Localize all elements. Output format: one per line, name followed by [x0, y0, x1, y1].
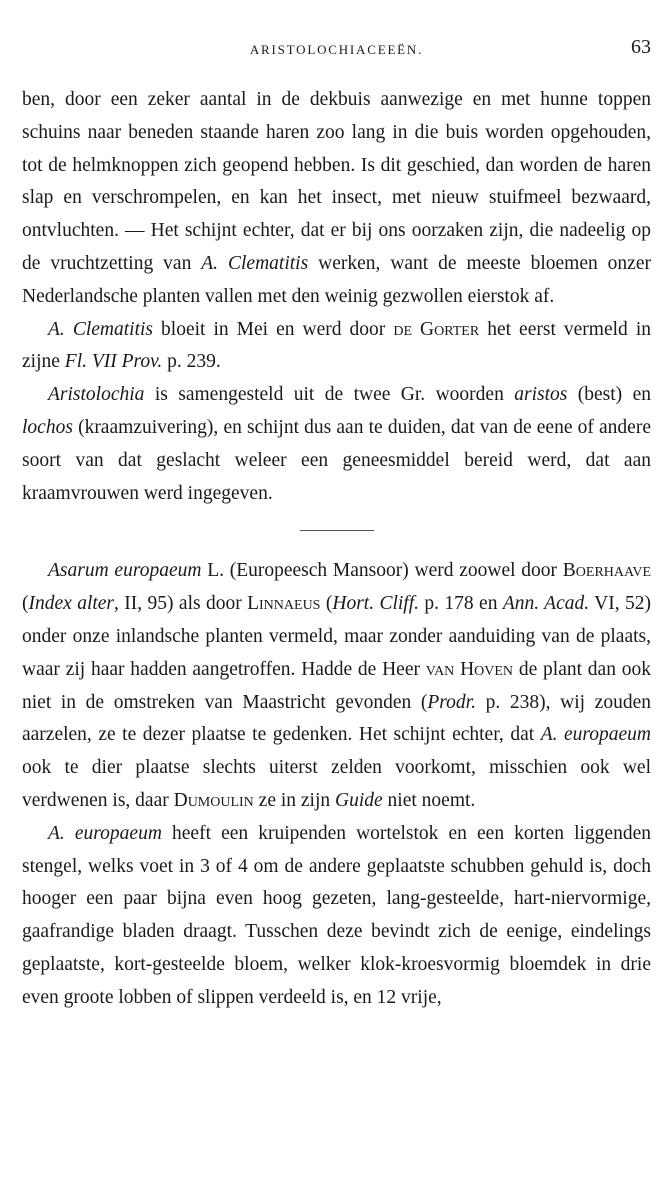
text-run: p. 239.	[162, 351, 221, 373]
text-run: p. 178 en	[419, 593, 503, 615]
paragraph-asarum-description	[22, 818, 651, 1015]
text-run: (	[320, 593, 333, 615]
page-header	[22, 36, 651, 62]
author-name: de Gorter	[393, 318, 480, 340]
text-run: heeft een kruipenden wortelstok en een korten liggenden stengel, welks voet in 3 of 4 om de andere geplaatste schubben gehuld is, doch hooger een paar bijna even hoog gezeten, lang-gesteelde, hart-niervormige, gaafrandige bladen draagt. Tusschen deze bevindt zich de eenige, eindelings geplaatste, kort-gesteelde bloem, welker klok-kroesvormig bloemdek in drie even groote lobben of slippen verdeeld is, en 12 vrije,	[22, 822, 651, 1008]
text-run: p. 238), wij zouden aarzelen, ze te dezer plaatse te gedenken. Het schijnt echter, dat	[22, 691, 651, 746]
text-run: werken, want de meeste bloemen onzer Nederlandsche planten vallen met den weinig gezwollen eierstok af.	[22, 252, 651, 307]
species-name: A. Clematitis	[201, 252, 309, 274]
citation-title: Hort. Cliff.	[332, 593, 420, 615]
paragraph-asarum-history	[22, 555, 651, 817]
text-run: ook te dier plaatse slechts uiterst zelden voorkomt, misschien ook wel verdwenen is, daar	[22, 757, 651, 811]
citation-title: Prodr.	[427, 691, 476, 713]
species-name: Asarum europaeum	[48, 560, 202, 582]
text-run: ben, door een zeker aantal in de dekbuis aanwezige en met hunne toppen schuins naar beneden staande haren zoo lang in die buis worden opgehouden, tot de helmknoppen zich geopend hebben. Is dit geschied, dan worden de haren slap en verschrompelen, en kan het insect, met nieuw stuifmeel bezwaard, ontvluchten. — Het schijnt echter, dat er bij ons oorzaken zijn, die nadeelig op de vruchtzetting van	[22, 89, 651, 274]
genus-name: Aristolochia	[48, 384, 145, 406]
text-run: het eerst vermeld in zijne	[22, 318, 651, 373]
paragraph-pollination	[22, 84, 651, 314]
text-run: is samengesteld uit de twee Gr. woorden	[144, 384, 515, 406]
page-number: 63	[631, 36, 651, 58]
author-name: Dumoulin	[173, 789, 254, 811]
paragraph-flowering	[22, 314, 651, 380]
citation-title: Index alter	[28, 593, 115, 615]
citation-title: Ann. Acad.	[502, 593, 590, 615]
species-name: A. europaeum	[48, 822, 162, 844]
text-run: niet noemt.	[382, 789, 476, 811]
author-name: Linnaeus	[247, 593, 321, 615]
citation-title: Fl. VII Prov.	[64, 351, 163, 373]
text-run: de plant dan ook niet in de omstreken van Maastricht gevonden (	[22, 658, 651, 713]
text-run: , II, 95) als door	[114, 593, 248, 615]
text-run: VI, 52) onder onze inlandsche planten vermeld, maar zonder aanduiding van de plaats, waar zij haar hadden aangetroffen. Hadde de Heer	[22, 593, 651, 680]
text-run: L. (Europeesch Mansoor) werd zoowel door	[201, 560, 563, 582]
species-name: A. europaeum	[540, 724, 652, 746]
text-run: bloeit in Mei en werd door	[153, 318, 394, 340]
greek-word: aristos	[514, 384, 568, 406]
paragraph-etymology	[22, 379, 651, 510]
running-head: ARISTOLOCHIACEEËN.	[249, 42, 424, 57]
section-divider	[300, 530, 374, 531]
text-run: ze in zijn	[253, 789, 336, 811]
text-run: (	[22, 593, 29, 615]
species-name: A. Clematitis	[48, 318, 153, 340]
greek-word: lochos	[22, 416, 73, 438]
author-name: van Hoven	[425, 658, 514, 680]
citation-title: Guide	[335, 789, 383, 811]
text-run: (kraamzuivering), en schijnt dus aan te duiden, dat van de eene of andere soort van dat geslacht weleer een geneesmiddel bereid werd, dat aan kraamvrouwen werd ingegeven.	[22, 416, 651, 504]
body-text	[22, 84, 651, 1015]
text-run: (best) en	[567, 384, 652, 406]
author-name: Boerhaave	[562, 560, 651, 582]
